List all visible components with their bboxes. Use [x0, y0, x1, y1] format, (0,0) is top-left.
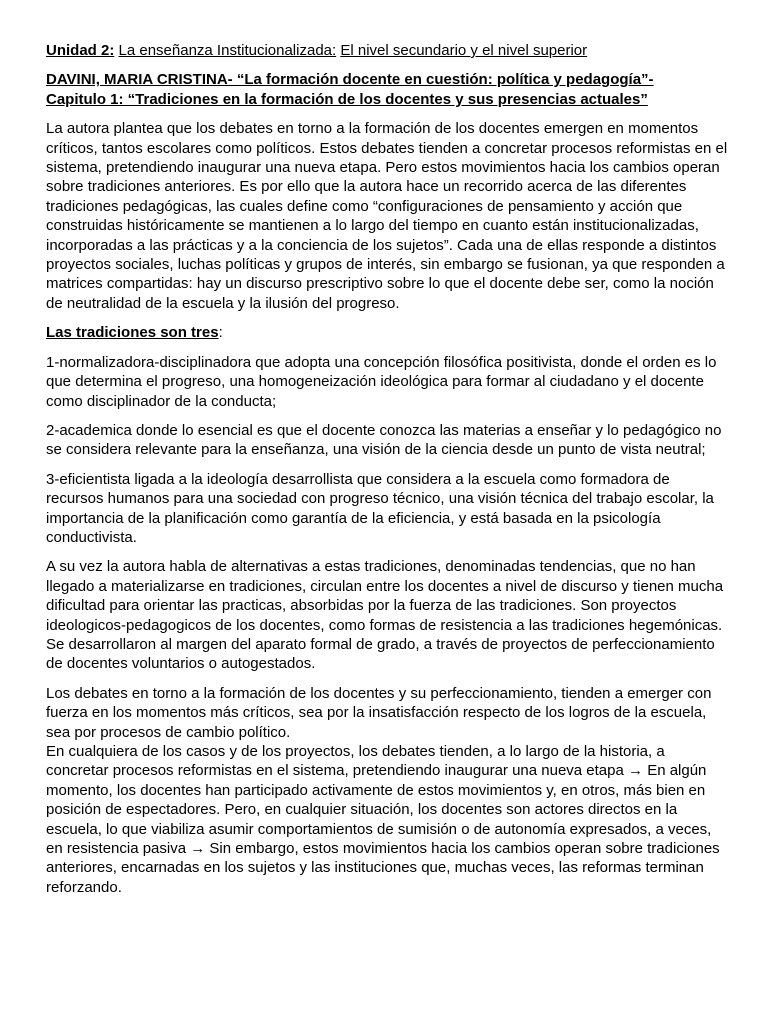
- source-title-line2: Capitulo 1: “Tradiciones en la formación de los docentes y sus presencias actuales”: [46, 90, 648, 108]
- source-title-line1: DAVINI, MARIA CRISTINA- “La formación docente en cuestión: política y pedagogía”-: [46, 71, 654, 89]
- traditions-heading-colon: :: [218, 324, 223, 342]
- unit-topic: La enseñanza Institucionalizada:: [118, 42, 337, 59]
- tradition-item-2: 2-academica donde lo esencial es que el docente conozca las materias a enseñar y lo pedagógico no se considera relevante para la enseñanza, una visión de la ciencia desde un punto de vista neutral;: [46, 421, 722, 459]
- tradition-item-1: 1-normalizadora-disciplinadora que adopta una concepción filosófica positivista, donde el orden es lo que determina el progreso, una homogeneización ideológica para formar al ciudadano y el docente como disciplinador de la conducta;: [46, 353, 717, 410]
- tradition-item-3: 3-eficientista ligada a la ideología desarrollista que considera a la escuela como formadora de recursos humanos para una sociedad con progreso técnico, una visión técnica del trabajo escolar, la importancia de la planificación como garantía de la eficiencia, y está basada en la psicología conductivista.: [46, 470, 714, 546]
- document-page: [46, 41, 728, 907]
- traditions-heading-text: Las tradiciones son tres: [46, 324, 219, 342]
- final-paragraph-part3: Sin embargo, estos movimientos hacia los cambios operan sobre tradiciones anteriores, encarnadas en los sujetos y las instituciones que, muchas veces, las reformas terminan reforzando.: [46, 840, 720, 896]
- unit-heading: [46, 41, 728, 60]
- right-arrow-icon: →: [628, 762, 644, 780]
- final-paragraph-part1: En cualquiera de los casos y de los proyectos, los debates tienden, a lo largo de la historia, a concretar procesos reformistas en el sistema, pretendiendo inaugurar una nueva etapa: [46, 743, 665, 780]
- final-paragraph-part2: En algún momento, los docentes han participado activamente de estos movimientos y, en otros, más bien en posición de espectadores. Pero, en cualquier situación, los docentes son actores directos en la escuela, lo que viabiliza asumir comportamientos de sumisión o de autonomía expresados, a veces, en resistencia pasiva: [46, 762, 712, 858]
- right-arrow-icon: →: [190, 840, 206, 858]
- unit-label: Unidad 2:: [46, 42, 115, 59]
- intro-paragraph: La autora plantea que los debates en torno a la formación de los docentes emergen en momentos críticos, tantos escolares como políticos. Estos debates tienden a concretar procesos reformistas en el sistema, pretendiendo inaugurar una nueva etapa. Pero estos movimientos hacia los cambios operan sobre tradiciones anteriores. Es por ello que la autora hace un recorrido acerca de las diferentes tradiciones pedagógicas, las cuales define como “configuraciones de pensamiento y acción que construidas históricamente se mantienen a lo largo del tiempo en cuanto están institucionalizadas, incorporadas a las prácticas y a la conciencia de los sujetos”. Cada una de ellas responde a distintos proyectos sociales, luchas políticas y grupos de interés, sin embargo se fusionan, ya que responden a matrices compartidas: hay un discurso prescriptivo sobre lo que el docente debe ser, como la noción de neutralidad de la escuela y la ilusión del progreso.: [46, 120, 728, 312]
- source-title: [46, 70, 728, 109]
- traditions-heading: [46, 323, 728, 342]
- final-paragraph: [46, 742, 728, 897]
- unit-subtopic: El nivel secundario y el nivel superior: [340, 42, 588, 59]
- debates-paragraph: Los debates en torno a la formación de los docentes y su perfeccionamiento, tienden a emerger con fuerza en los momentos más críticos, sea por la insatisfacción respecto de los logros de la escuela, sea por procesos de cambio político.: [46, 684, 712, 741]
- alternatives-paragraph: A su vez la autora habla de alternativas a estas tradiciones, denominadas tendencias, que no han llegado a materializarse en tradiciones, circulan entre los docentes a nivel de discurso y tienen mucha dificultad para orientar las practicas, absorbidas por la fuerza de las tradiciones. Son proyectos ideologicos-pedagogicos de los docentes, como formas de resistencia a las tradiciones hegemónicas. Se desarrollaron al margen del aparato formal de grado, a través de proyectos de perfeccionamiento de docentes voluntarios o autogestados.: [46, 558, 724, 673]
